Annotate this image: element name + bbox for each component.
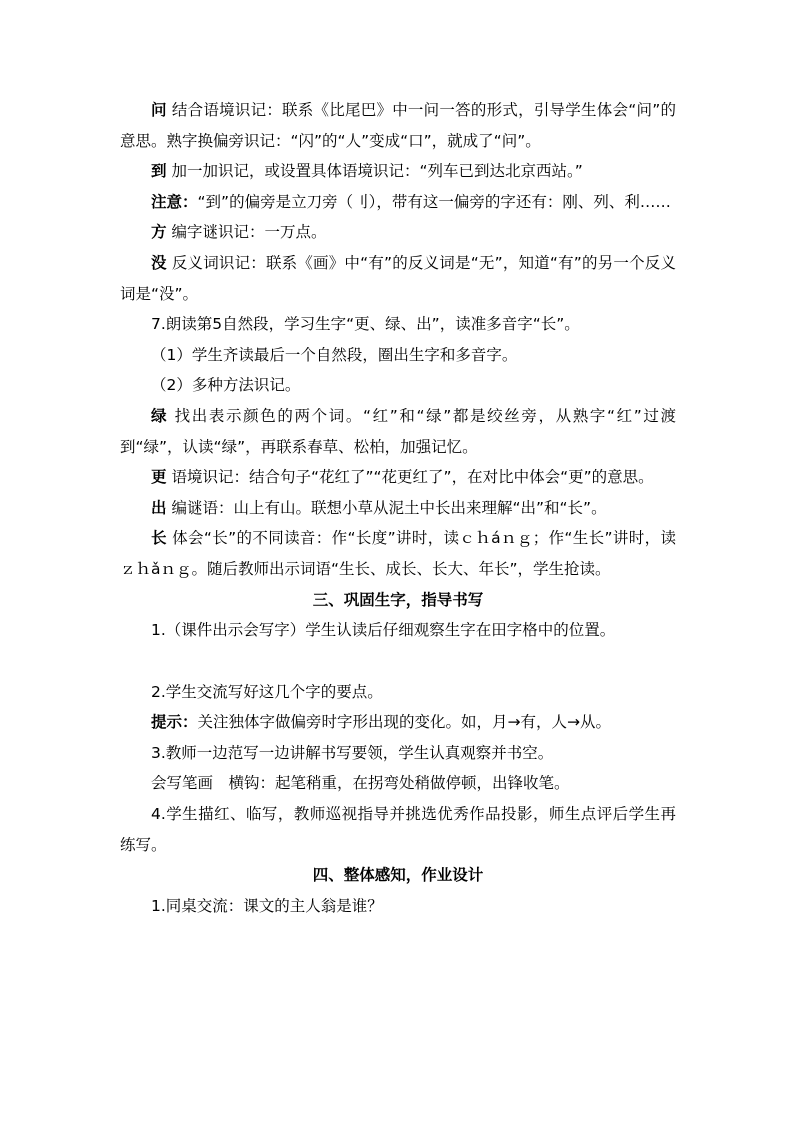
paragraph-text: 编字谜识记：一万点。 <box>166 223 327 242</box>
paragraph-text: 反义词识记：联系《画》中“有”的反义词是“无”，知道“有”的另一个反义词是“没”。 <box>120 253 676 303</box>
paragraph-text: 2.学生交流写好这几个字的要点。 <box>151 682 383 701</box>
lead-char: 没 <box>151 253 167 272</box>
paragraph-s3-1 <box>120 615 676 646</box>
paragraph-s3-4 <box>120 799 676 860</box>
paragraph-text: 会写笔画 横钩：起笔稍重，在拐弯处稍做停顿，出锋收笔。 <box>151 774 570 793</box>
paragraph-chu <box>120 493 676 524</box>
paragraph-step7 <box>120 309 676 340</box>
paragraph-mei <box>120 248 676 309</box>
paragraph-text: 4.学生描红、临写，教师巡视指导并挑选优秀作品投影，师生点评后学生再练写。 <box>120 805 676 854</box>
paragraph-text: 1.（课件出示会写字）学生认读后仔细观察生字在田字格中的位置。 <box>151 621 616 640</box>
hint-label: 提示： <box>151 713 198 732</box>
lead-char: 方 <box>151 223 167 242</box>
paragraph-text: 编谜语：山上有山。联想小草从泥土中长出来理解“出”和“长”。 <box>166 498 607 517</box>
paragraph-text: 3.教师一边范写一边讲解书写要领，学生认真观察并书空。 <box>151 743 554 762</box>
paragraph-text: 加一加识记，或设置具体语境识记：“列车已到达北京西站。” <box>166 162 583 181</box>
paragraph-text: “到”的偏旁是立刀旁（刂），带有这一偏旁的字还有：刚、列、利…… <box>197 192 671 211</box>
lead-char: 绿 <box>151 406 169 425</box>
document-body <box>120 95 676 921</box>
section-heading-3: 三、巩固生字，指导书写 <box>312 590 484 609</box>
lead-char: 出 <box>151 498 167 517</box>
paragraph-s3-2 <box>120 677 676 708</box>
paragraph-text: 1.同桌交流：课文的主人翁是谁？ <box>151 896 383 915</box>
paragraph-step7-1 <box>120 340 676 371</box>
paragraph-hint <box>120 707 676 738</box>
paragraph-dao <box>120 156 676 187</box>
paragraph-text: 体会“长”的不同读音：作“长度”讲时，读ｃｈáｎｇ；作“生长”讲时，读ｚｈǎｎｇ。随后教师出示词语“生长、成长、长大、年长”，学生抢读。 <box>120 529 676 578</box>
paragraph-s4-1 <box>120 891 676 922</box>
paragraph-text: 结合语境识记：联系《比尾巴》中一问一答的形式，引导学生体会“问”的意思。熟字换偏旁识记：“闪”的“人”变成“口”，就成了“问”。 <box>120 101 676 150</box>
paragraph-wen <box>120 95 676 156</box>
paragraph-text: 找出表示颜色的两个词。“红”和“绿”都是绞丝旁，从熟字“红”过渡到“绿”，认读“绿”，再联系春草、松柏，加强记忆。 <box>120 406 676 456</box>
lead-char: 问 <box>151 101 167 119</box>
paragraph-text: （1）学生齐读最后一个自然段，圈出生字和多音字。 <box>151 345 518 364</box>
paragraph-text: 7.朗读第5自然段，学习生字“更、绿、出”，读准多音字“长”。 <box>151 315 580 334</box>
paragraph-fang <box>120 217 676 248</box>
paragraph-s3-3 <box>120 738 676 769</box>
lead-char: 更 <box>151 468 167 487</box>
section-heading-4: 四、整体感知，作业设计 <box>312 866 484 885</box>
lead-char: 到 <box>151 162 167 181</box>
paragraph-text: （2）多种方法识记。 <box>151 376 301 395</box>
paragraph-lv <box>120 401 676 462</box>
paragraph-chang <box>120 523 676 584</box>
paragraph-text: 语境识记：结合句子“花红了”“花更红了”，在对比中体会“更”的意思。 <box>166 468 654 487</box>
paragraph-stroke <box>120 768 676 799</box>
paragraph-note <box>120 187 676 218</box>
note-label: 注意： <box>151 192 198 211</box>
lead-char: 长 <box>151 529 167 548</box>
paragraph-step7-2 <box>120 370 676 401</box>
paragraph-text: 关注独体字做偏旁时字形出现的变化。如，月→有，人→从。 <box>197 713 611 732</box>
blank-space <box>120 646 676 677</box>
paragraph-geng <box>120 462 676 493</box>
